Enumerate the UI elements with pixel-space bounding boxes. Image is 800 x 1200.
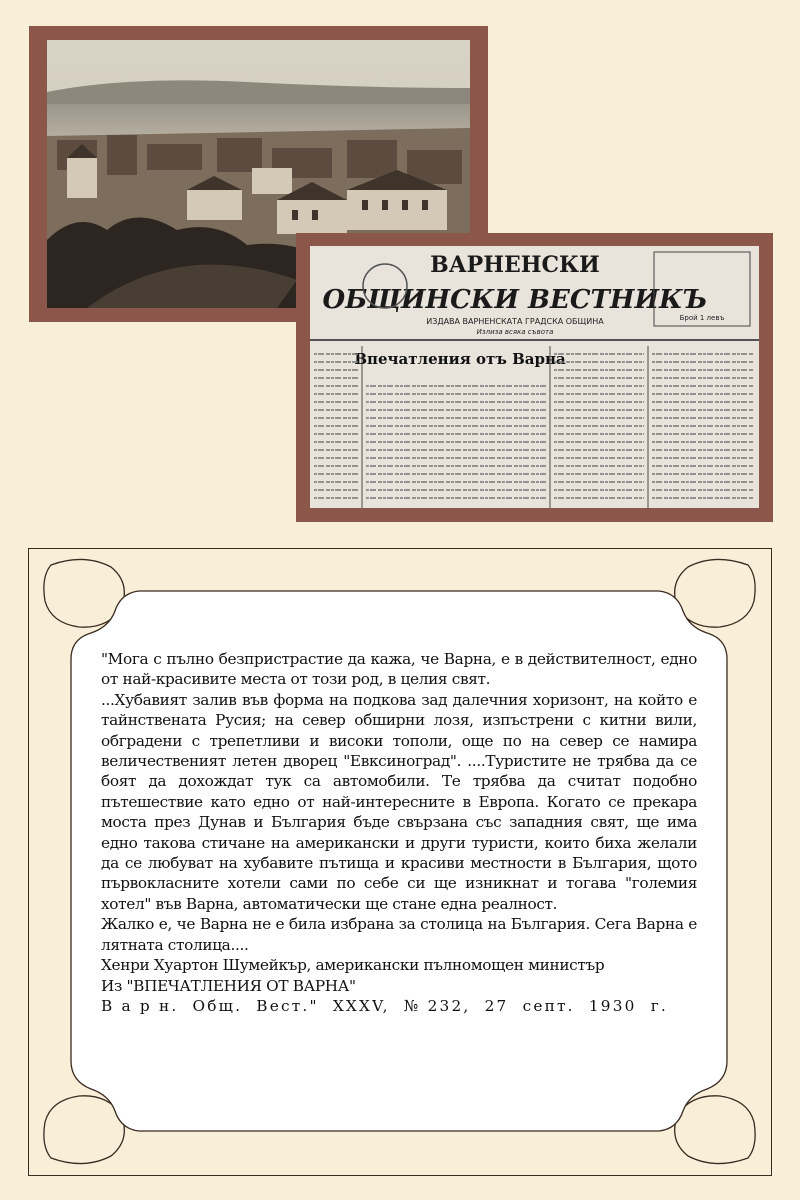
quote-source-title: Из "ВПЕЧАТЛЕНИЯ ОТ ВАРНА": [101, 976, 356, 995]
quote-panel: [28, 548, 772, 1176]
newspaper-clipping-photo: [310, 246, 759, 508]
quote-paragraph-1: "Мога с пълно безпристрастие да кажа, че Варна, е в действителност, едно от най-красивите места от този род, в целия свят.: [101, 650, 697, 689]
quote-author: Хенри Хуартон Шумейкър, американски пълномощен министър: [101, 956, 605, 975]
newspaper-masthead-top: ВАРНЕНСКИ: [430, 252, 600, 278]
quote-text: [101, 649, 697, 1016]
newspaper-photo-frame: [296, 233, 773, 522]
newspaper-publisher-line: ИЗДАВА ВАРНЕНСКАТА ГРАДСКА ОБЩИНА: [426, 317, 604, 326]
quote-citation: В а р н. Общ. Вест." XXXV, № 232, 27 септ. 1930 г.: [101, 996, 668, 1015]
newspaper-article-headline: Впечатления отъ Варна: [354, 350, 566, 368]
newspaper-frequency: Излиза всяка съвота: [476, 328, 554, 336]
newspaper-masthead-bottom: ОБЩИНСКИ ВЕСТНИКЪ: [322, 285, 708, 315]
quote-paragraph-2: ...Хубавият залив във форма на подкова зад далечния хоризонт, на който е тайнствената Русия; на север обширни лозя, изпъстрени с китни вили, обградени с трепетливи и високи тополи, още по на север се намира величественият летен дворец "Евксиноград". ....Туристите не трябва да се боят да дохождат тук са автомобили. Те трябва да считат подобно пътешествие като едно от най-интересните в Европа. Когато се прекара моста през Дунав и България бъде свързана със западния свят, ще има едно такова стичане на американски и други туристи, които биха желали да се любуват на хубавите пътища и красиви местности в България, щото първокласните хотели сами по себе си ще изникнат и тогава "големия хотел" във Варна, автоматически ще стане една реалност.: [101, 690, 697, 913]
newspaper-price-box: Брой 1 левъ: [679, 314, 725, 322]
quote-paragraph-3: Жалко е, че Варна не е била избрана за столица на България. Сега Варна е лятната столица....: [101, 915, 697, 954]
